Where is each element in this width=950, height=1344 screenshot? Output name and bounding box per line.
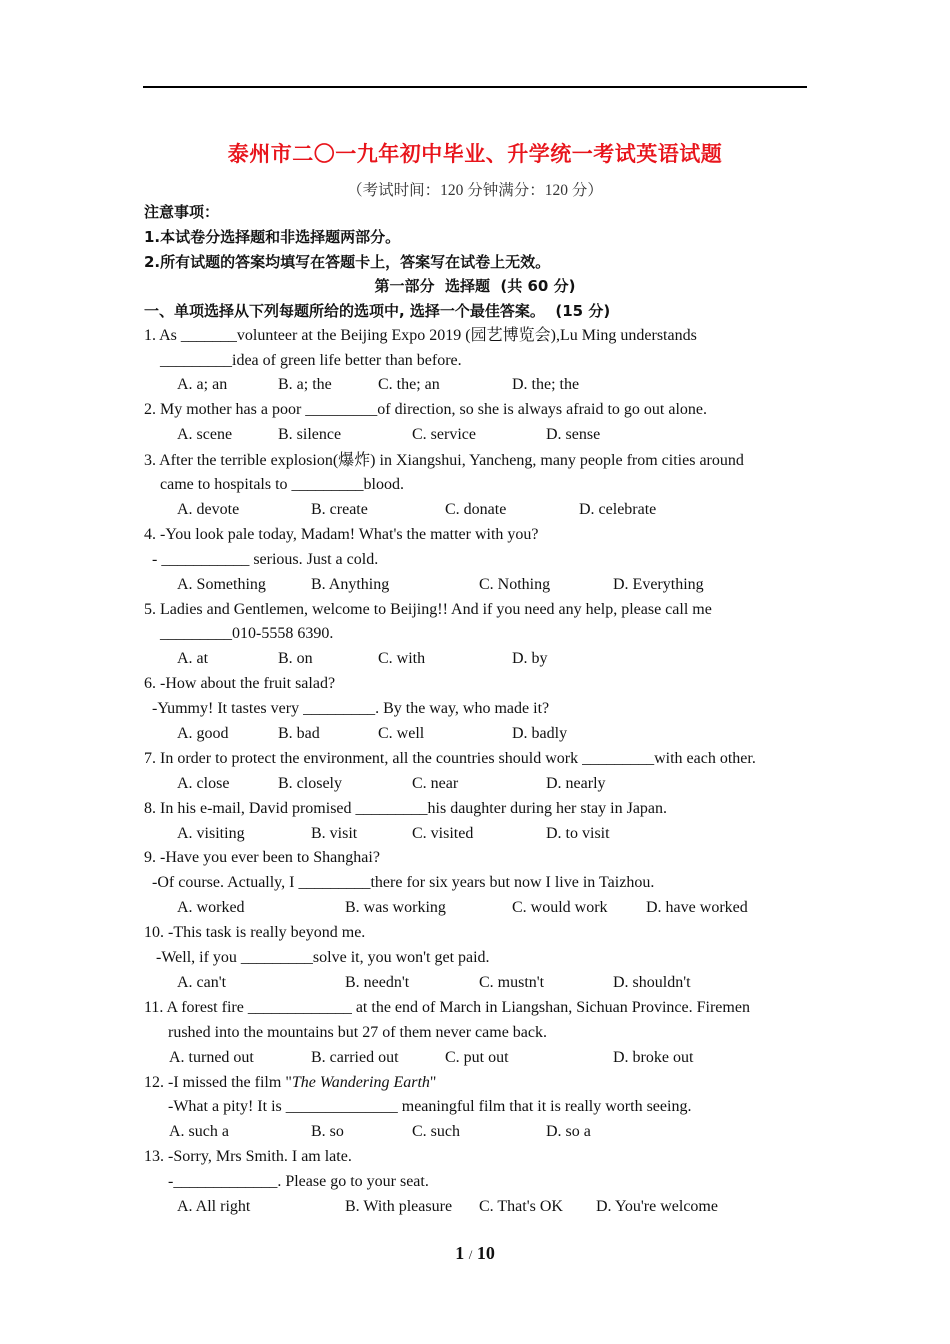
option-d: D. nearly <box>546 775 606 792</box>
option-a: A. devote <box>177 501 240 518</box>
option-c: C. Nothing <box>479 576 551 593</box>
question-text: 4. -You look pale today, Madam! What's the matter with you? <box>144 526 539 543</box>
section-heading: 一、单项选择从下列每题所给的选项中, 选择一个最佳答案。 (15 分) <box>144 302 611 320</box>
option-c: C. donate <box>445 501 507 518</box>
option-d: D. shouldn't <box>613 974 691 991</box>
option-a: A. good <box>177 725 229 742</box>
option-a: A. at <box>177 650 209 667</box>
option-b: B. closely <box>278 775 342 792</box>
option-b: B. so <box>311 1123 344 1140</box>
option-b: B. Anything <box>311 576 390 593</box>
option-d: D. broke out <box>613 1049 694 1066</box>
question-text: rushed into the mountains but 27 of them never came back. <box>144 1024 548 1041</box>
option-d: D. so a <box>546 1123 591 1140</box>
option-c: C. put out <box>445 1049 509 1066</box>
option-c: C. visited <box>412 825 474 842</box>
question-text: 11. A forest fire _____________ at the end of March in Liangshan, Sichuan Province. Firemen <box>144 999 750 1016</box>
question-text: 1. As _______volunteer at the Beijing Expo 2019 (园艺博览会),Lu Ming understands <box>144 327 697 344</box>
question-text: 8. In his e-mail, David promised _________his daughter during her stay in Japan. <box>144 800 668 817</box>
question-text: -Yummy! It tastes very _________. By the way, who made it? <box>144 700 550 717</box>
header-rule <box>143 86 807 88</box>
film-title: The Wandering Earth <box>291 1074 430 1091</box>
question-text: -_____________. Please go to your seat. <box>144 1173 429 1190</box>
question-text: _________010-5558 6390. <box>144 625 334 642</box>
option-b: B. a; the <box>278 376 332 393</box>
question-text: 9. -Have you ever been to Shanghai? <box>144 849 380 866</box>
option-b: B. bad <box>278 725 320 742</box>
option-a: A. close <box>177 775 230 792</box>
question-text: -Well, if you _________solve it, you won't get paid. <box>144 949 490 966</box>
exam-subtitle: （考试时间：120 分钟满分：120 分） <box>347 182 603 199</box>
option-c: C. near <box>412 775 459 792</box>
option-d: D. to visit <box>546 825 610 842</box>
option-d: D. Everything <box>613 576 704 593</box>
option-c: C. service <box>412 426 476 443</box>
option-a: A. can't <box>177 974 227 991</box>
option-a: A. such a <box>169 1123 229 1140</box>
option-b: B. silence <box>278 426 342 443</box>
page-number <box>0 1243 950 1264</box>
question-text: 3. After the terrible explosion(爆炸) in Xiangshui, Yancheng, many people from cities around <box>144 452 744 469</box>
option-d: D. by <box>512 650 548 667</box>
option-c: C. such <box>412 1123 460 1140</box>
question-text <box>144 1073 436 1093</box>
exam-title: 泰州市二〇一九年初中毕业、升学统一考试英语试题 <box>227 142 723 166</box>
question-text: -Of course. Actually, I _________there for six years but now I live in Taizhou. <box>144 874 655 891</box>
total-pages: 10 <box>476 1243 495 1263</box>
question-text-suffix: " <box>429 1074 437 1091</box>
option-b: B. visit <box>311 825 358 842</box>
question-text: 2. My mother has a poor _________of direction, so she is always afraid to go out alone. <box>144 401 707 418</box>
option-a: A. scene <box>177 426 233 443</box>
option-b: B. With pleasure <box>345 1198 453 1215</box>
notice-heading: 注意事项： <box>144 203 220 221</box>
question-text: _________idea of green life better than before. <box>144 352 462 369</box>
question-text-prefix: 12. -I missed the film " <box>144 1074 292 1091</box>
option-d: D. sense <box>546 426 601 443</box>
option-b: B. create <box>311 501 368 518</box>
page-separator: / <box>468 1247 473 1262</box>
question-text: -What a pity! It is ______________ meaningful film that it is really worth seeing. <box>144 1098 692 1115</box>
option-d: D. have worked <box>646 899 748 916</box>
option-c: C. That's OK <box>479 1198 563 1215</box>
option-a: A. worked <box>177 899 245 916</box>
option-b: B. was working <box>345 899 446 916</box>
option-b: B. carried out <box>311 1049 399 1066</box>
option-a: A. visiting <box>177 825 245 842</box>
option-a: A. All right <box>177 1198 251 1215</box>
question-text: 5. Ladies and Gentlemen, welcome to Beijing!! And if you need any help, please call me <box>144 601 712 618</box>
option-b: B. on <box>278 650 313 667</box>
option-a: A. turned out <box>169 1049 254 1066</box>
option-b: B. needn't <box>345 974 410 991</box>
question-text: 10. -This task is really beyond me. <box>144 924 366 941</box>
option-c: C. with <box>378 650 426 667</box>
question-text: came to hospitals to _________blood. <box>144 476 404 493</box>
question-text: 7. In order to protect the environment, all the countries should work _________with each other. <box>144 750 756 767</box>
option-a: A. a; an <box>177 376 228 393</box>
question-text: 6. -How about the fruit salad? <box>144 675 336 692</box>
option-d: D. celebrate <box>579 501 657 518</box>
question-text: 13. -Sorry, Mrs Smith. I am late. <box>144 1148 352 1165</box>
option-c: C. would work <box>512 899 608 916</box>
option-d: D. badly <box>512 725 568 742</box>
notice-item: 1.本试卷分选择题和非选择题两部分。 <box>144 228 401 246</box>
option-c: C. well <box>378 725 425 742</box>
option-c: C. the; an <box>378 376 440 393</box>
option-d: D. You're welcome <box>596 1198 718 1215</box>
option-a: A. Something <box>177 576 266 593</box>
option-c: C. mustn't <box>479 974 545 991</box>
notice-item: 2.所有试题的答案均填写在答题卡上，答案写在试卷上无效。 <box>144 253 551 271</box>
question-text: - ___________ serious. Just a cold. <box>144 551 379 568</box>
option-d: D. the; the <box>512 376 580 393</box>
current-page: 1 <box>455 1243 465 1263</box>
part-heading: 第一部分 选择题 (共 60 分) <box>374 277 576 295</box>
